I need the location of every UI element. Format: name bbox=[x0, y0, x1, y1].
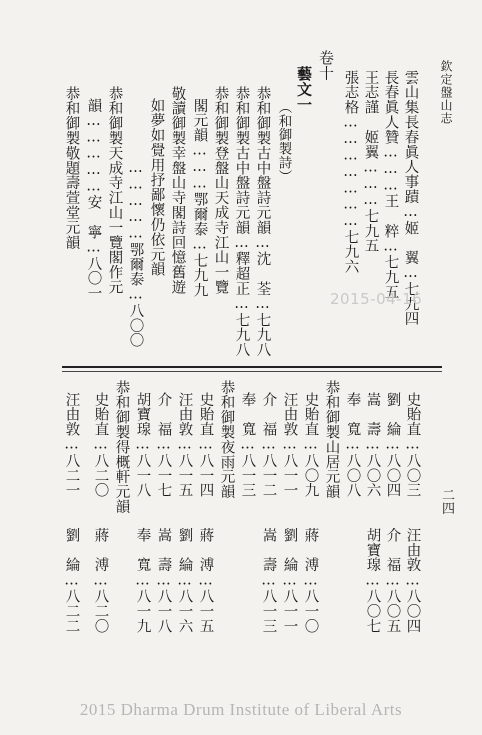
entry-column: 如夢如覺用抒鄙懷仍依元韻 bbox=[148, 98, 165, 277]
entry-column: 恭和御製登盤山天成寺江山一覽 bbox=[212, 86, 229, 295]
entry-column: 介 福…八一二 嵩 壽…八一三 bbox=[260, 392, 277, 634]
watermark-footer: 2015 Dharma Drum Institute of Liberal Arts bbox=[79, 700, 403, 719]
entry-column: 王志謹 姬翼………七九五 bbox=[362, 70, 379, 254]
entry-column: 恭和御製古中盤詩元韻…釋超正…七九八 bbox=[233, 86, 250, 358]
entry-column: 汪由敦…八一五 劉 綸…八一六 bbox=[176, 392, 193, 634]
entry-column: 史貽直…八二〇 蔣 溥…八二〇 bbox=[92, 392, 109, 634]
section-heading: 藝文一 bbox=[295, 66, 313, 113]
entry-column: 史貽直…八〇三 汪由敦…八〇四 bbox=[404, 392, 421, 634]
entry-column: 嵩 壽…八〇六 胡寶瑔…八〇七 bbox=[364, 392, 381, 634]
entry-column: 雲山集長春眞人事蹟…姬 翼…七九四 bbox=[402, 70, 419, 327]
running-head: 欽定盤山志 bbox=[439, 60, 453, 125]
entry-column: 奉 寬…八〇八 bbox=[344, 392, 361, 498]
entry-column: 張志格…………………七九六 bbox=[342, 70, 359, 275]
subsection-heading: （和御製詩） bbox=[275, 100, 292, 184]
date-stamp: 2015-04-16 bbox=[330, 290, 423, 308]
entry-column: 奉 寬…八一三 bbox=[239, 392, 256, 498]
entry-heading: 恭和御製山居元韻 bbox=[323, 380, 340, 500]
entry-column: 長春眞人贊………王 粹…七九五 bbox=[382, 70, 399, 300]
entry-column: 胡寶瑔…八一八 奉 寬…八一九 bbox=[134, 392, 151, 634]
entry-heading: 恭和御製夜雨元韻 bbox=[218, 380, 235, 500]
entry-column: 韻……………安 寧…八〇一 bbox=[85, 98, 102, 301]
register-divider bbox=[62, 366, 442, 368]
entry-column: ……………鄂爾泰…八〇〇 bbox=[127, 160, 144, 348]
volume-heading: 卷十 bbox=[317, 50, 335, 81]
entry-column: 恭和御製天成寺江山一覽閣作元 bbox=[106, 86, 123, 295]
entry-column: 史貽直…八〇九 蔣 溥…八一〇 bbox=[302, 392, 319, 634]
entry-column: 史貽直…八一四 蔣 溥…八一五 bbox=[197, 392, 214, 634]
entry-column: 恭和御製敬題壽萱堂元韻 bbox=[63, 86, 80, 250]
entry-column: 敬讀御製幸盤山寺閣詩回憶舊遊 bbox=[169, 86, 186, 295]
entry-column: 汪由敦…八一一 劉 綸…八一一 bbox=[281, 392, 298, 634]
entry-column: 汪由敦…八二一 劉 綸…八二二 bbox=[63, 392, 80, 634]
entry-column: 劉 綸…八〇四 介 福…八〇五 bbox=[384, 392, 401, 634]
entry-column: 介 福…八一七 嵩 壽…八一八 bbox=[155, 392, 172, 634]
entry-column: 閣元韻………鄂爾泰…七九九 bbox=[191, 98, 208, 298]
register-divider bbox=[62, 371, 442, 372]
entry-column: 恭和御製古中盤詩元韻…沈 荃…七九八 bbox=[254, 86, 271, 358]
page-number: 二四 bbox=[439, 488, 454, 515]
entry-heading: 恭和御製得概軒元韻 bbox=[113, 380, 130, 515]
